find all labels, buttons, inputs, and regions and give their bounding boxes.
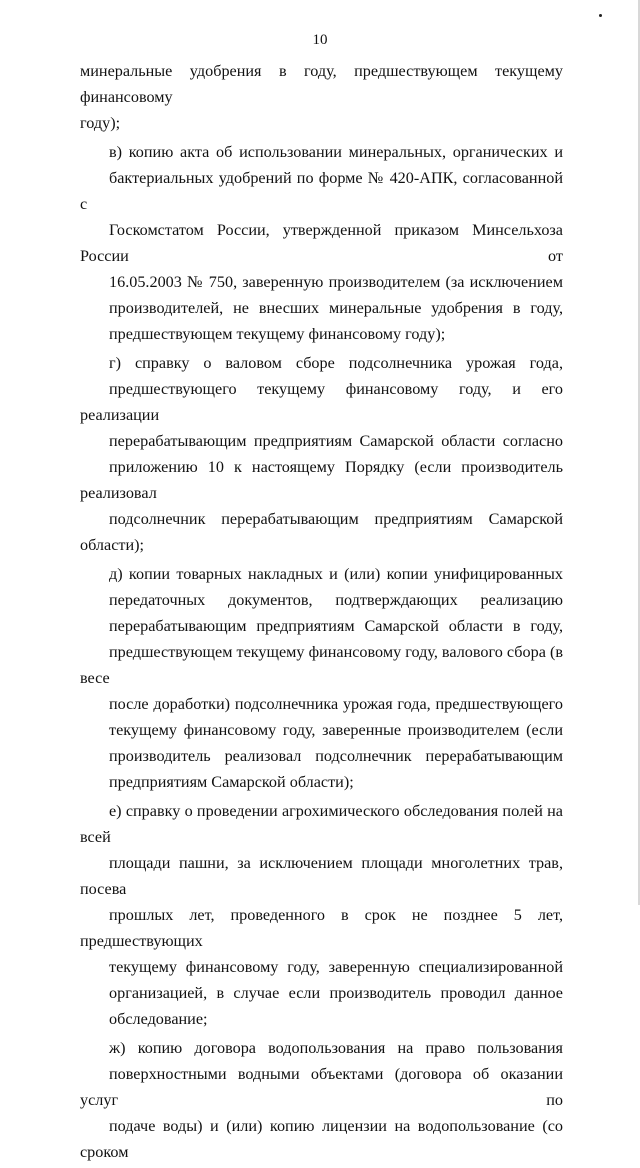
paragraph-continuation <box>80 58 563 136</box>
text-line: д) копии товарных накладных и (или) копии унифицированных <box>109 565 563 583</box>
text-line: перерабатывающим предприятиям Самарской области в году, <box>109 617 563 635</box>
text-line: производителей, не внесших минеральные удобрения в году, <box>109 299 563 317</box>
text-line: обследование; <box>109 1010 208 1028</box>
scan-speck <box>599 14 602 17</box>
text-line: текущему финансовому году, заверенные производителем (если <box>109 721 563 739</box>
text-line: минеральные удобрения в году, предшествующем текущему финансовому <box>80 62 563 106</box>
text-line: 16.05.2003 № 750, заверенную производителем (за исключением <box>109 273 563 291</box>
page-number: 10 <box>312 32 328 48</box>
paragraph-g <box>80 350 563 558</box>
document-body <box>80 58 563 1168</box>
paragraph-d <box>80 561 563 795</box>
text-line: передаточных документов, подтверждающих реализацию <box>109 591 563 609</box>
text-line: е) справку о проведении агрохимического обследования полей на всей <box>80 802 563 846</box>
text-line: текущему финансовому году, заверенную специализированной <box>109 958 563 976</box>
text-line: ж) копию договора водопользования на право пользования <box>109 1039 563 1057</box>
text-line: Госкомстатом России, утвержденной приказом Минсельхоза России от <box>80 221 563 265</box>
text-line: предприятиям Самарской области); <box>109 773 354 791</box>
text-line: году); <box>80 114 121 132</box>
paragraph-v <box>80 139 563 347</box>
text-line: предшествующего текущему финансовому году, и его реализации <box>80 380 563 424</box>
text-line: предшествующем текущему финансовому году); <box>109 325 446 343</box>
text-line: организацией, в случае если производитель проводил данное <box>109 984 563 1002</box>
text-line: после доработки) подсолнечника урожая года, предшествующего <box>109 695 563 713</box>
text-line: подаче воды) и (или) копию лицензии на водопользование (со сроком <box>80 1117 563 1161</box>
text-line: производитель реализовал подсолнечник перерабатывающим <box>109 747 563 765</box>
text-line: площади пашни, за исключением площади многолетних трав, посева <box>80 854 563 898</box>
text-line: бактериальных удобрений по форме № 420-АПК, согласованной с <box>80 169 563 213</box>
text-line: подсолнечник перерабатывающим предприятиям Самарской области); <box>80 510 563 554</box>
text-line: г) справку о валовом сборе подсолнечника урожая года, <box>109 354 563 372</box>
text-line: предшествующем текущему финансовому году, валового сбора (в весе <box>80 643 563 687</box>
paragraph-zh <box>80 1035 563 1165</box>
text-line: в) копию акта об использовании минеральных, органических и <box>109 143 563 161</box>
text-line: приложению 10 к настоящему Порядку (если производитель реализовал <box>80 458 563 502</box>
text-line: прошлых лет, проведенного в срок не позднее 5 лет, предшествующих <box>80 906 563 950</box>
text-line: перерабатывающим предприятиям Самарской области согласно <box>109 432 563 450</box>
paragraph-e <box>80 798 563 1032</box>
text-line: поверхностными водными объектами (договора об оказании услуг по <box>80 1065 563 1109</box>
